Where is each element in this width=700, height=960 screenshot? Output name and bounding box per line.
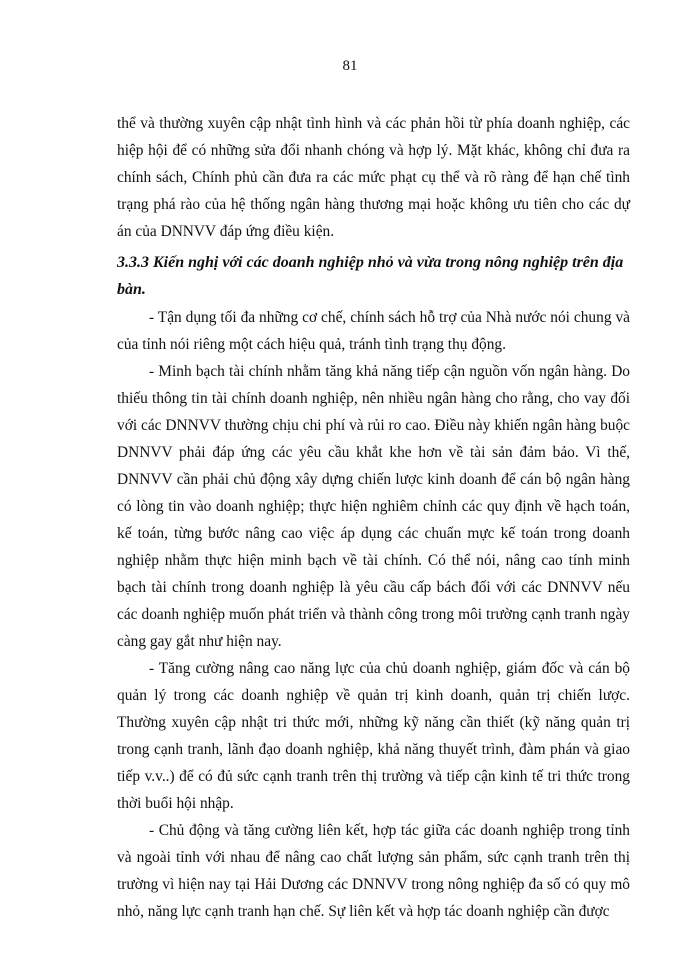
paragraph-management-capacity: - Tăng cường nâng cao năng lực của chủ doanh nghiệp, giám đốc và cán bộ quản lý trong các doanh nghiệp về quản trị kinh doanh, quản trị chiến lược. Thường xuyên cập nhật tri thức mới, những kỹ năng cần thiết (kỹ năng quản trị trong cạnh tranh, lãnh đạo doanh nghiệp, khả năng thuyết trình, đàm phán và giao tiếp v.v..) để có đủ sức cạnh tranh trên thị trường và tiếp cận kinh tế tri thức trong thời buổi hội nhập. xyxy=(117,660,630,812)
section-heading: 3.3.3 Kiến nghị với các doanh nghiệp nhỏ và vừa trong nông nghiệp trên địa bàn. xyxy=(117,254,624,298)
paragraph-financial-transparency: - Minh bạch tài chính nhằm tăng khả năng tiếp cận nguồn vốn ngân hàng. Do thiếu thông tin tài chính doanh nghiệp, nên nhiều ngân hàng cho rằng, cho vay đối với các DNNVV thường chịu chi phí và rủi ro cao. Điều này khiến ngân hàng buộc DNNVV phải đáp ứng các yêu cầu khắt khe hơn về tài sản đảm bảo. Vì thế, DNNVV cần phải chủ động xây dựng chiến lược kinh doanh để cán bộ ngân hàng có lòng tin vào doanh nghiệp; thực hiện nghiêm chỉnh các quy định về hạch toán, kế toán, từng bước nâng cao việc áp dụng các chuẩn mực kế toán trong doanh nghiệp nhằm thực hiện minh bạch về tài chính. Có thể nói, nâng cao tính minh bạch tài chính trong doanh nghiệp là yêu cầu cấp bách đối với các DNNVV nếu các doanh nghiệp muốn phát triển và thành công trong môi trường cạnh tranh ngày càng gay gắt như hiện nay. xyxy=(117,363,630,650)
paragraph-cooperation: - Chủ động và tăng cường liên kết, hợp tác giữa các doanh nghiệp trong tỉnh và ngoài tỉnh với nhau để nâng cao chất lượng sản phẩm, sức cạnh tranh trên thị trường vì hiện nay tại Hải Dương các DNNVV trong nông nghiệp đa số có quy mô nhỏ, năng lực cạnh tranh hạn chế. Sự liên kết và hợp tác doanh nghiệp cần được xyxy=(117,822,630,920)
paragraph-continuation: thể và thường xuyên cập nhật tình hình và các phản hồi từ phía doanh nghiệp, các hiệp hội để có những sửa đổi nhanh chóng và hợp lý. Mặt khác, không chỉ đưa ra chính sách, Chính phủ cần đưa ra các mức phạt cụ thể và rõ ràng để hạn chế tình trạng phá rào của hệ thống ngân hàng thương mại hoặc không ưu tiên cho các dự án của DNNVV đáp ứng điều kiện. xyxy=(117,115,630,240)
document-body xyxy=(117,110,630,925)
paragraph-policy-usage: - Tận dụng tối đa những cơ chế, chính sách hỗ trợ của Nhà nước nói chung và của tỉnh nói riêng một cách hiệu quả, tránh tình trạng thụ động. xyxy=(117,309,630,353)
page-number: 81 xyxy=(342,58,358,74)
